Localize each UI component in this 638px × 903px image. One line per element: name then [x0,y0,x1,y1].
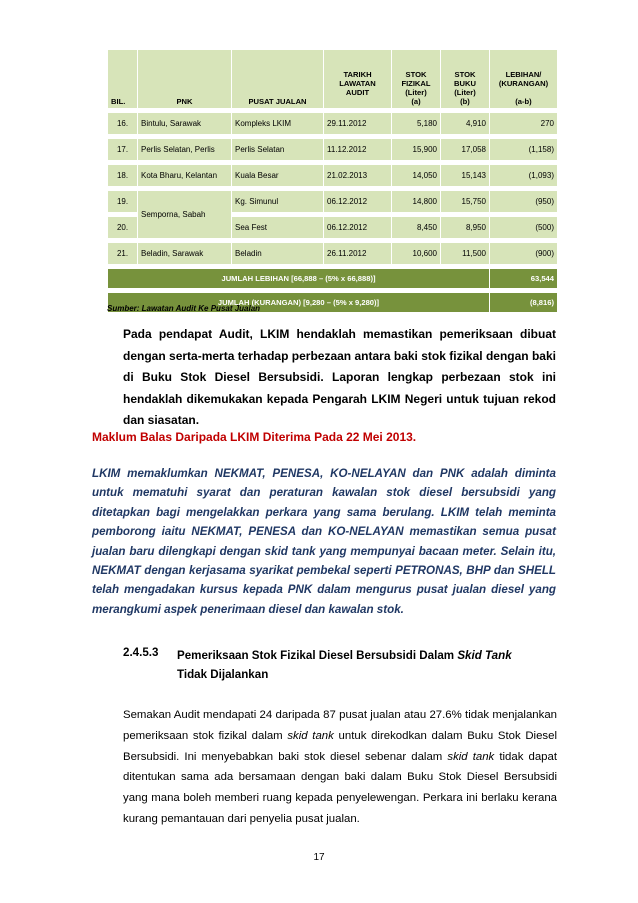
cell-buku: 11,500 [441,243,490,265]
finding-paragraph: Semakan Audit mendapati 24 daripada 87 pusat jualan atau 27.6% tidak menjalankan pemeriksaan stok fizikal dalam skid tank untuk direkodkan dalam Buku Stok Diesel Bersubsidi. Ini menyebabkan baki stok diesel sebenar dalam skid tank tidak dapat ditentukan sama ada bersamaan dengan baki dalam Buku Stok Diesel Bersubsidi yang mana boleh memberi ruang kepada penyelewengan. Perkara ini berlaku kerana kurang pemantauan dari penyelia pusat jualan. [123,709,557,825]
header-stok-fizikal: STOK FIZIKAL (Liter) (a) [392,50,441,109]
cell-pusat: Sea Fest [232,217,324,239]
cell-tarikh: 26.11.2012 [324,243,392,265]
header-pnk: PNK [138,50,232,109]
header-pusat-jualan: PUSAT JUALAN [232,50,324,109]
cell-fizikal: 8,450 [392,217,441,239]
table-source-note: Sumber: Lawatan Audit Ke Pusat Jualan [107,304,261,313]
cell-bil: 17. [108,139,138,161]
cell-tarikh: 11.12.2012 [324,139,392,161]
cell-beza: (1,093) [490,165,558,187]
cell-pnk-merged: Semporna, Sabah [138,191,232,239]
section-number: 2.4.5.3 [123,646,159,659]
cell-bil: 21. [108,243,138,265]
total-shortage-label: JUMLAH (KURANGAN) [9,280 – (5% x 9,280)] [108,293,490,313]
cell-pusat: Perlis Selatan [232,139,324,161]
header-tarikh: TARIKH LAWATAN AUDIT [324,50,392,109]
cell-bil: 16. [108,113,138,135]
cell-pnk: Bintulu, Sarawak [138,113,232,135]
cell-pusat: Kuala Besar [232,165,324,187]
cell-pusat: Kg. Simunul [232,191,324,213]
header-stok-buku: STOK BUKU (Liter) (b) [441,50,490,109]
response-paragraph: LKIM memaklumkan NEKMAT, PENESA, KO-NELAYAN dan PNK adalah diminta untuk mematuhi syarat dan peraturan kawalan stok diesel bersubsidi yang ditetapkan bagi mengelakkan perkara yang sama berulang. LKIM telah meminta pemborong iaitu NEKMAT, PENESA dan KO-NELAYAN memastikan semua pusat jualan baru dilengkapi dengan skid tank yang mempunyai bacaan meter. Selain itu, NEKMAT dengan kerjasama syarikat pembekal seperti PETRONAS, BHP dan SHELL telah mengadakan kursus kepada PNK dalam mengurus pusat jualan diesel yang merangkumi aspek penerimaan diesel dan kawalan stok. [92,467,556,616]
response-heading: Maklum Balas Daripada LKIM Diterima Pada 22 Mei 2013. [92,430,417,444]
cell-fizikal: 14,050 [392,165,441,187]
cell-beza: 270 [490,113,558,135]
table-row [108,165,558,187]
cell-tarikh: 29.11.2012 [324,113,392,135]
header-lebihan: LEBIHAN/ (KURANGAN) (a-b) [490,50,558,109]
cell-buku: 15,143 [441,165,490,187]
header-bil: BIL. [108,50,138,109]
audit-opinion-paragraph: Pada pendapat Audit, LKIM hendaklah memastikan pemeriksaan dibuat dengan serta-merta terhadap perbezaan antara baki stok fizikal dengan baki di Buku Stok Diesel Bersubsidi. Laporan lengkap perbezaan stok ini hendaklah dikemukakan kepada Pengarah LKIM Negeri untuk tujuan rekod dan siasatan. [123,327,556,428]
cell-bil: 20. [108,217,138,239]
total-surplus-value: 63,544 [490,269,558,289]
table-row [108,243,558,265]
cell-buku: 4,910 [441,113,490,135]
total-surplus-row [108,269,558,289]
cell-buku: 15,750 [441,191,490,213]
cell-beza: (900) [490,243,558,265]
total-shortage-value: (8,816) [490,293,558,313]
cell-buku: 8,950 [441,217,490,239]
stock-table [107,49,558,313]
section-title: Pemeriksaan Stok Fizikal Diesel Bersubsidi Dalam Skid Tank Tidak Dijalankan [177,649,512,681]
cell-pnk: Kota Bharu, Kelantan [138,165,232,187]
cell-bil: 19. [108,191,138,213]
total-surplus-label: JUMLAH LEBIHAN [66,888 – (5% x 66,888)] [108,269,490,289]
cell-fizikal: 15,900 [392,139,441,161]
table-row [108,191,558,213]
page-number: 17 [313,852,325,863]
cell-fizikal: 5,180 [392,113,441,135]
cell-pnk: Perlis Selatan, Perlis [138,139,232,161]
cell-tarikh: 06.12.2012 [324,191,392,213]
cell-pusat: Beladin [232,243,324,265]
cell-beza: (500) [490,217,558,239]
cell-fizikal: 14,800 [392,191,441,213]
table-header-row [108,50,558,109]
table-row [108,113,558,135]
cell-tarikh: 21.02.2013 [324,165,392,187]
cell-fizikal: 10,600 [392,243,441,265]
cell-beza: (950) [490,191,558,213]
table-row [108,139,558,161]
cell-beza: (1,158) [490,139,558,161]
cell-pnk: Beladin, Sarawak [138,243,232,265]
cell-pusat: Kompleks LKIM [232,113,324,135]
cell-bil: 18. [108,165,138,187]
cell-buku: 17,058 [441,139,490,161]
cell-tarikh: 06.12.2012 [324,217,392,239]
